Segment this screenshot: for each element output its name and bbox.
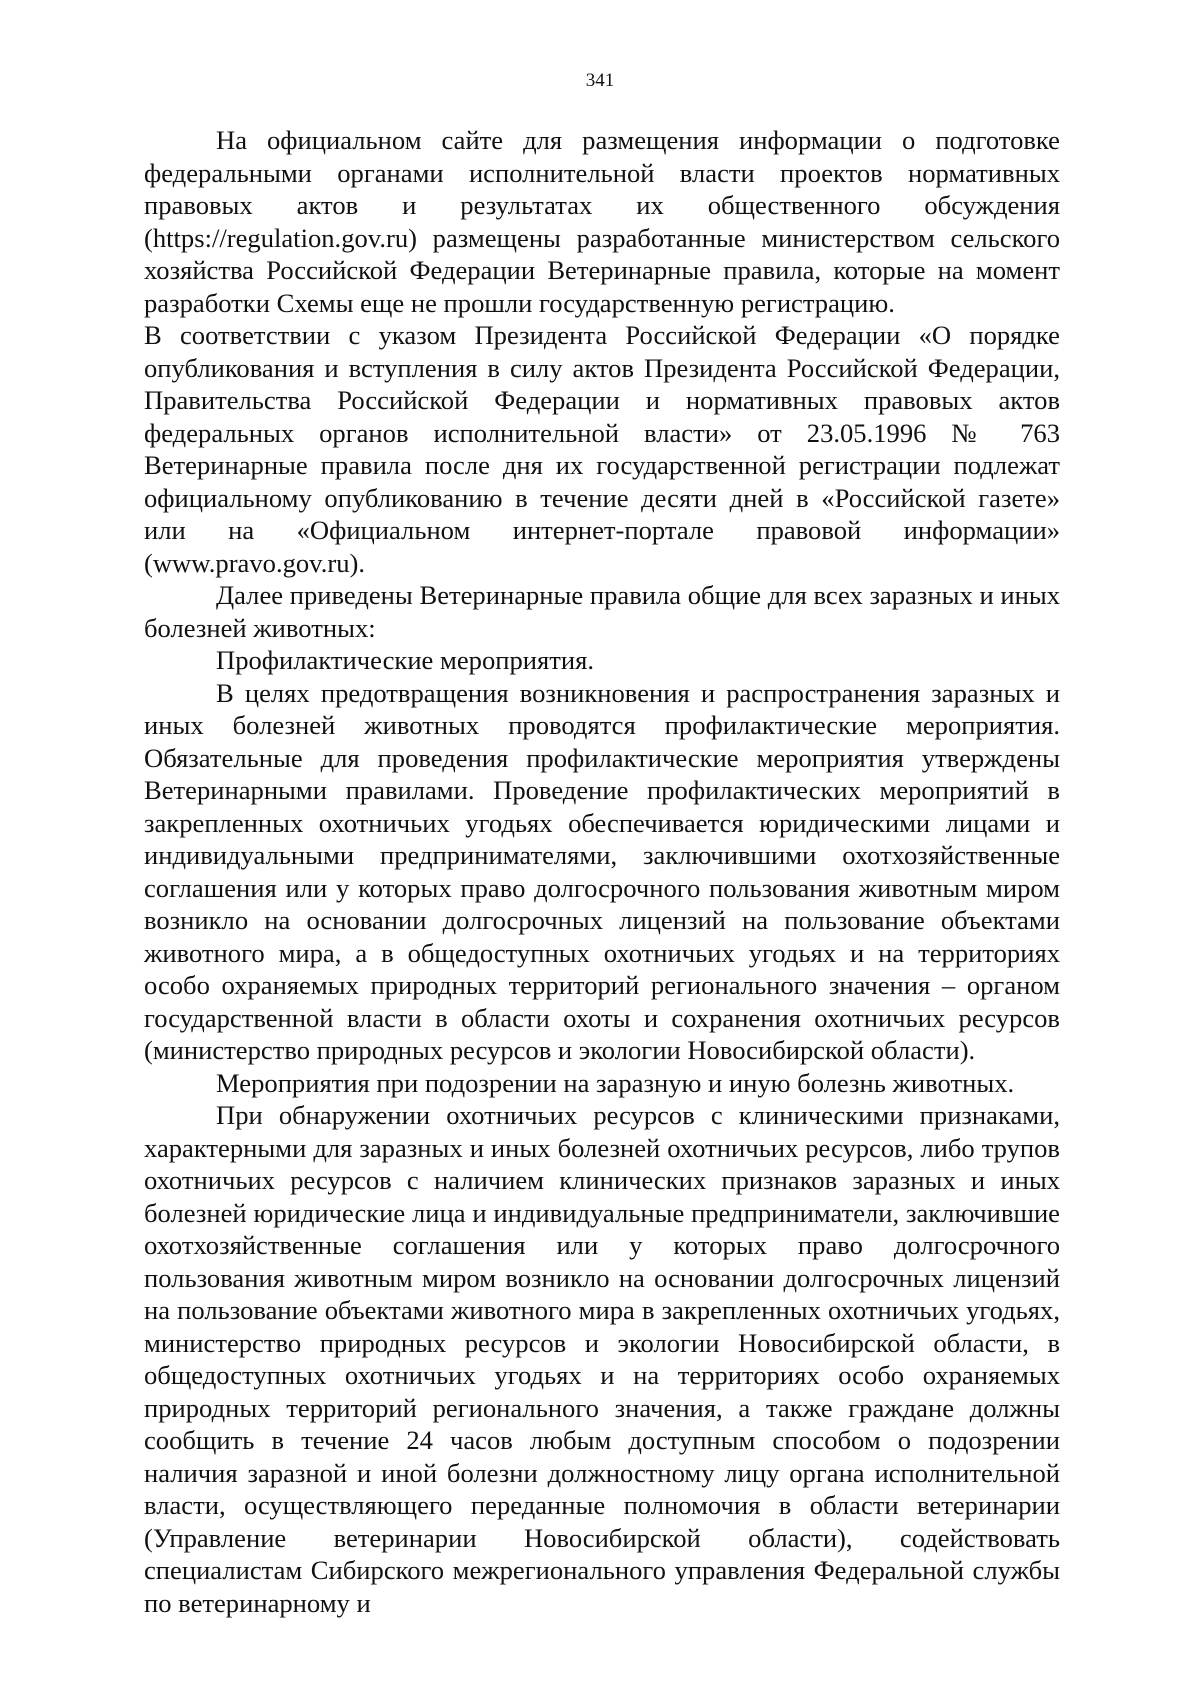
paragraph-presidential-decree: В соответствии с указом Президента Российской Федерации «О порядке опубликования и вступления в силу актов Президента Российской Федерации, Правительства Российской Федерации и нормативных правовых актов федеральных органов исполнительной власти» от 23.05.1996 № 763 Ветеринарные правила после дня их государственной регистрации подлежат официальному опубликованию в течение десяти дней в «Российской газете» или на «Официальном интернет-портале правовой информации» (www.pravo.gov.ru). bbox=[144, 320, 1060, 578]
paragraph-prevention-measures: В целях предотвращения возникновения и распространения заразных и иных болезней животных проводятся профилактические мероприятия. Обязательные для проведения профилактические мероприятия утверждены Ветеринарными правилами. Проведение профилактических мероприятий в закрепленных охотничьих угодьях обеспечивается юридическими лицами и индивидуальными предпринимателями, заключившими охотхозяйственные соглашения или у которых право долгосрочного пользования животным миром возникло на основании долгосрочных лицензий на пользование объектами животного мира, а в общедоступных охотничьих угодьях и на территориях особо охраняемых природных территорий регионального значения – органом государственной власти в области охоты и сохранения охотничьих ресурсов (министерство природных ресурсов и экологии Новосибирской области). bbox=[144, 677, 1060, 1065]
document-body bbox=[144, 124, 1060, 1619]
section-heading-prevention: Профилактические мероприятия. bbox=[216, 645, 594, 675]
page-number: 341 bbox=[585, 70, 615, 91]
paragraph-regulation-site: На официальном сайте для размещения информации о подготовке федеральными органами исполнительной власти проектов нормативных правовых актов и результатах их общественного обсуждения (https://regulation.gov.ru) размещены разработанные министерством сельского хозяйства Российской Федерации Ветеринарные правила, которые на момент разработки Схемы еще не прошли государственную регистрацию. bbox=[144, 125, 1060, 318]
paragraph-suspicion-measures: При обнаружении охотничьих ресурсов с клиническими признаками, характерными для заразных и иных болезней охотничьих ресурсов, либо трупов охотничьих ресурсов с наличием клинических признаков заразных и иных болезней юридические лица и индивидуальные предприниматели, заключившие охотхозяйственные соглашения или у которых право долгосрочного пользования животным миром возникло на основании долгосрочных лицензий на пользование объектами животного мира в закрепленных охотничьих угодьях, министерство природных ресурсов и экологии Новосибирской области, в общедоступных охотничьих угодьях и на территориях особо охраняемых природных территорий регионального значения, а также граждане должны сообщить в течение 24 часов любым доступным способом о подозрении наличия заразной и иной болезни должностному лицу органа исполнительной власти, осуществляющего переданные полномочия в области ветеринарии (Управление ветеринарии Новосибирской области), содействовать специалистам Сибирского межрегионального управления Федеральной службы по ветеринарному и bbox=[144, 1100, 1060, 1618]
paragraph-rules-intro: Далее приведены Ветеринарные правила общие для всех заразных и иных болезней животных: bbox=[144, 580, 1060, 643]
section-heading-suspicion: Мероприятия при подозрении на заразную и иную болезнь животных. bbox=[216, 1067, 1015, 1098]
